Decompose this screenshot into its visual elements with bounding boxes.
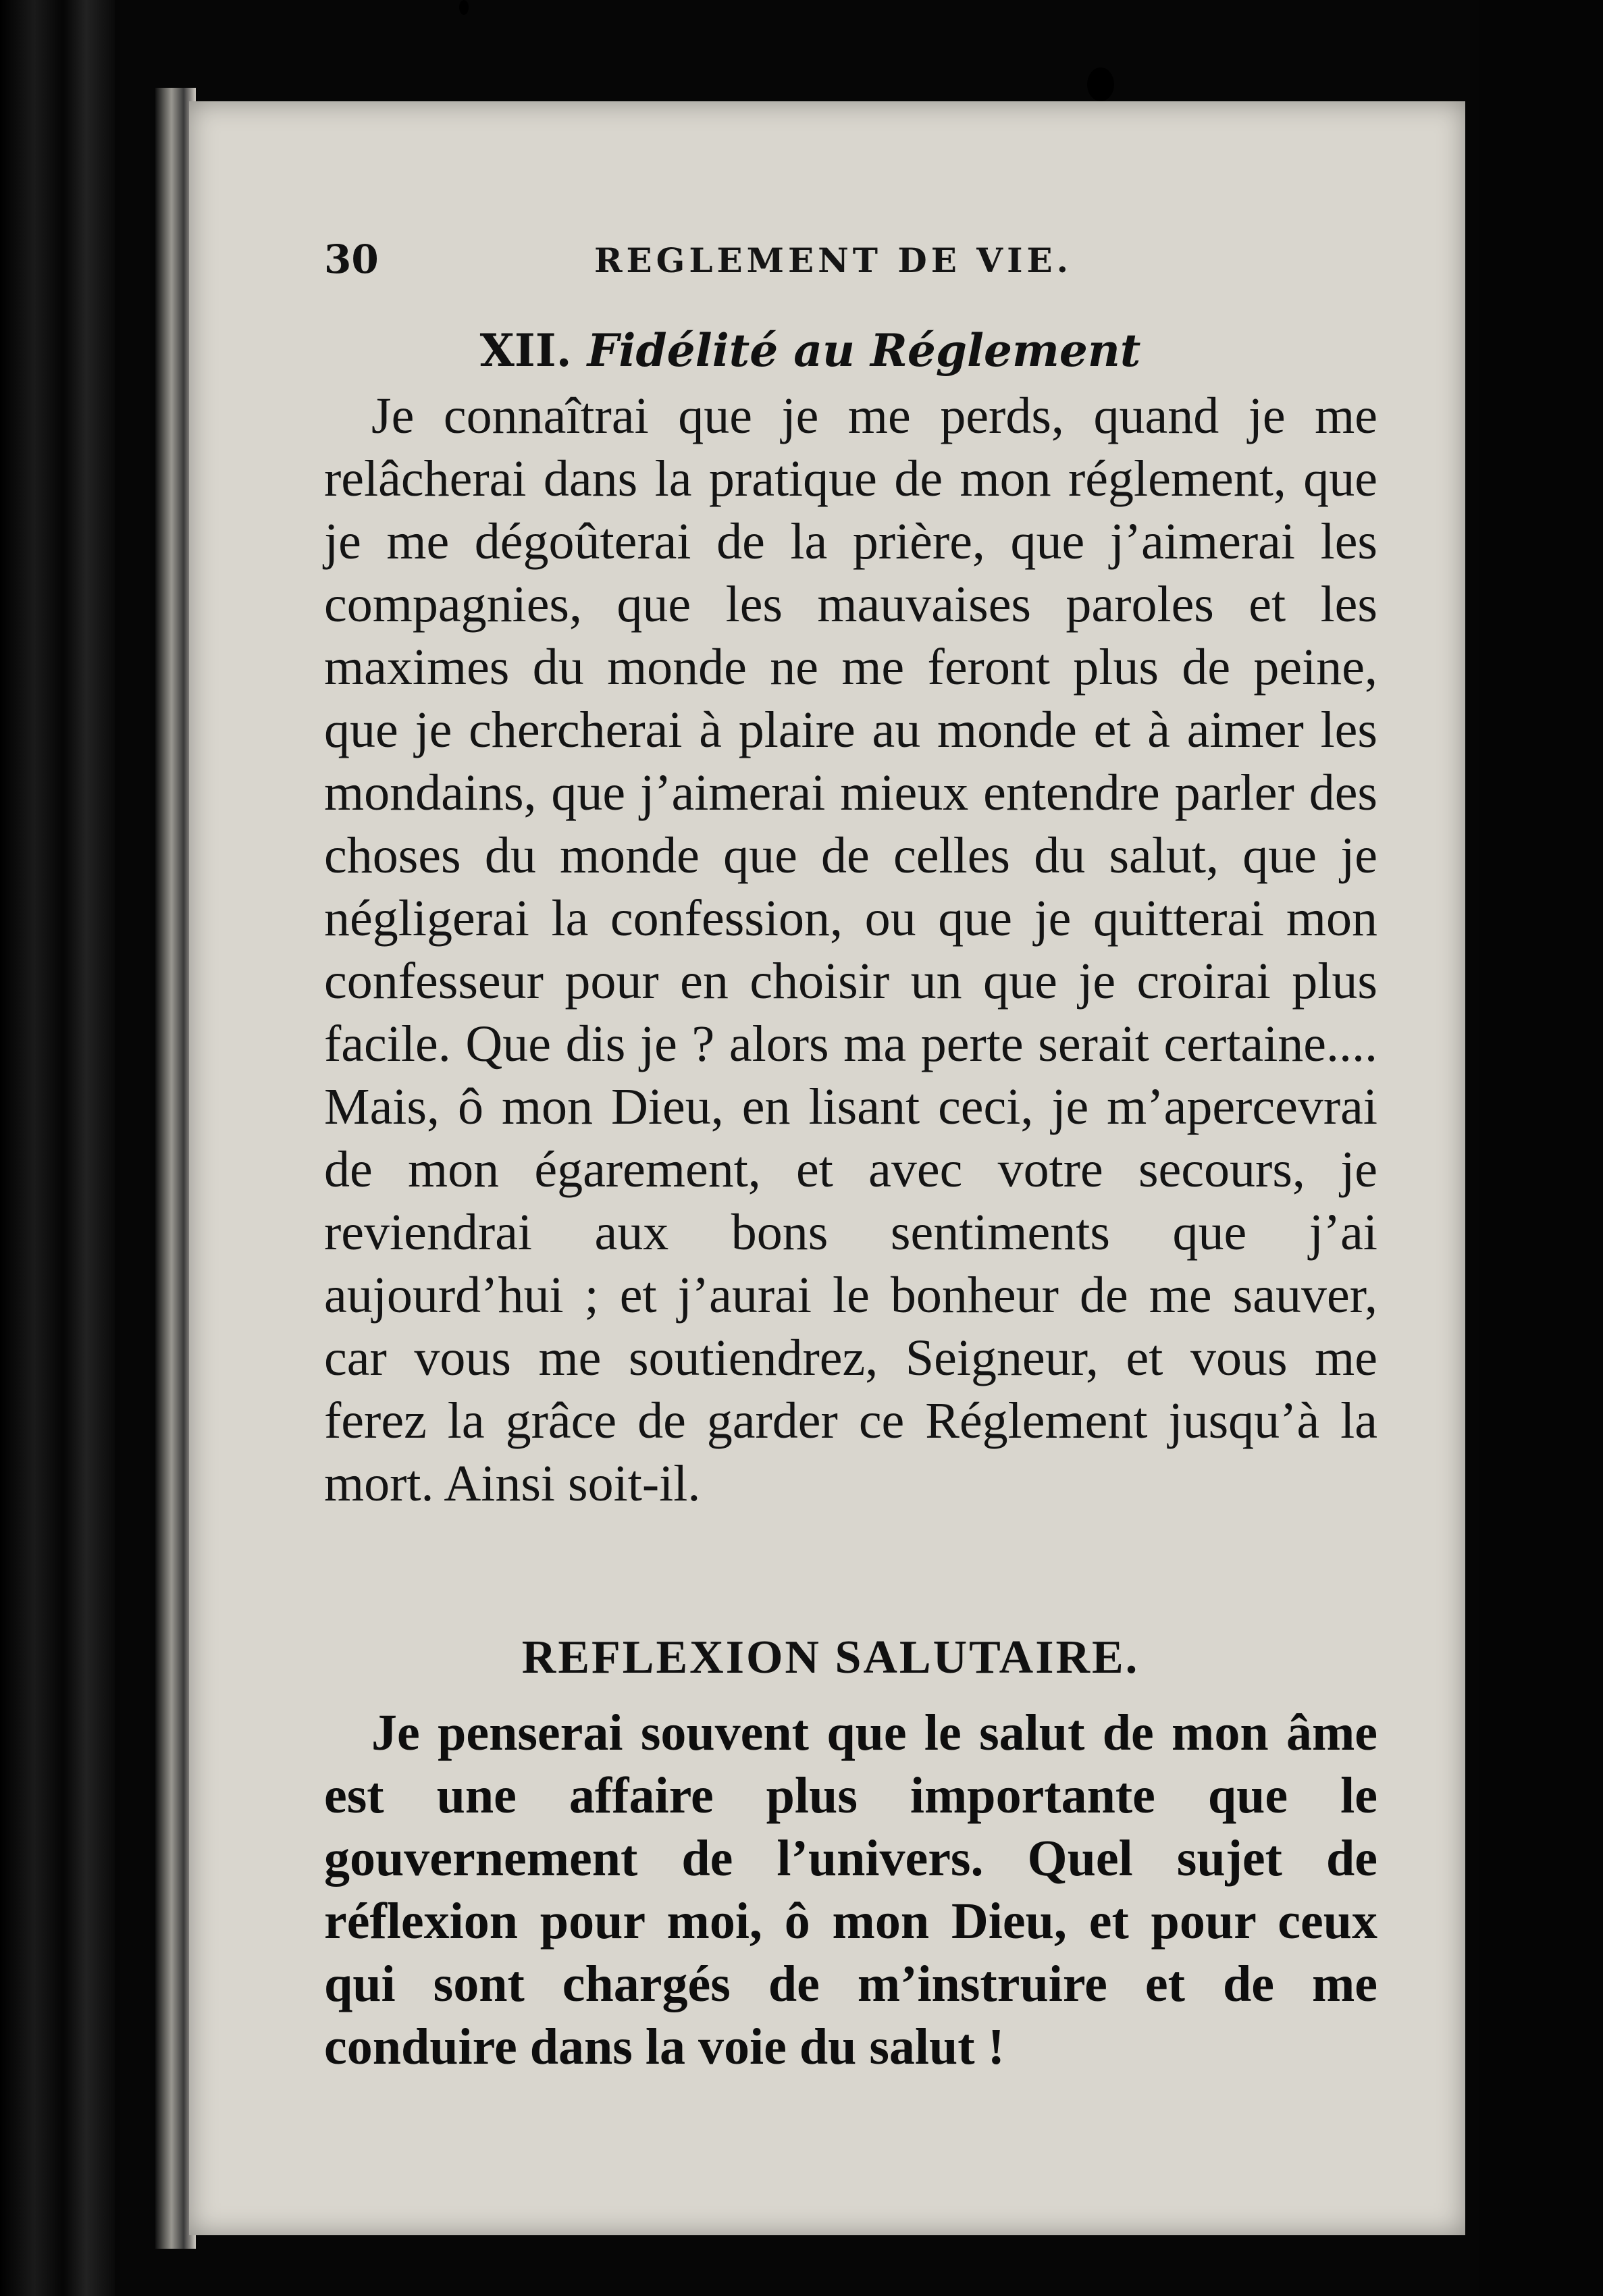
section-heading: [324, 324, 1296, 377]
body-paragraph: Je connaîtrai que je me perds, quand je me relâcherai dans la pratique de mon réglement, que je me dégoûterai de la prière, que j’aimerai les compagnies, que les mauvaises paroles et les maximes du monde ne me feront plus de peine, que je chercherai à plaire au monde et à aimer les mondains, que j’aimerai mieux entendre parler des choses du monde que de celles du salut, que je négligerai la confession, ou que je quitterai mon confesseur pour en choisir un que je croirai plus facile. Que dis je ? alors ma perte serait certaine.... Mais, ô mon Dieu, en lisant ceci, je m’apercevrai de mon égarement, et avec votre secours, je reviendrai aux bons sentiments que j’ai aujourd’hui ; et j’aurai le bonheur de me sauver, car vous me soutiendrez, Seigneur, et vous me ferez la grâce de garder ce Réglement jusqu’à la mort. Ainsi soit-il.: [324, 388, 1377, 1512]
page-number: 30: [324, 236, 379, 282]
film-gap-right: [1479, 0, 1603, 2296]
reflexion-paragraph: Je penserai souvent que le salut de mon âme est une affaire plus importante que le gouvernement de l’univers. Quel sujet de réflexion pour moi, ô mon Dieu, et pour ceux qui sont chargés de m’instruire et de me conduire dans la voie du salut !: [324, 1704, 1377, 2075]
running-head: REGLEMENT DE VIE.: [594, 240, 1072, 280]
section-number: XII.: [479, 324, 572, 377]
scan-speck: [459, 0, 469, 15]
reflexion-heading: REFLEXION SALUTAIRE.: [521, 1632, 1140, 1684]
section-title: Fidélité au Réglement: [587, 324, 1141, 377]
film-edge-left: [0, 0, 115, 2296]
book-page: [189, 101, 1465, 2235]
page-header: [324, 236, 1296, 297]
scan-speck: [1087, 68, 1114, 101]
